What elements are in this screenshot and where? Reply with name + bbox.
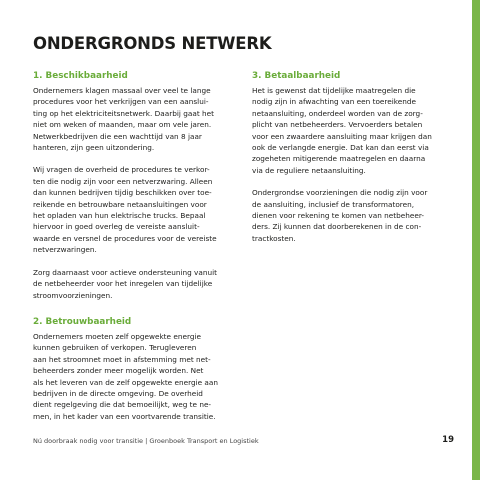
paragraph-beschikbaarheid-3 — [33, 267, 228, 301]
right-column — [252, 71, 447, 244]
text-line: de aansluiting, inclusief de transformatoren, — [252, 199, 415, 209]
page-edge-accent-bar — [472, 0, 480, 480]
text-line: men, in het kader van een voortvarende transitie. — [33, 411, 216, 421]
text-line: zogeheten mitigerende maatregelen en daarna — [252, 154, 426, 164]
text-line: nodig zijn in afwachting van een toereikende — [252, 97, 416, 107]
text-line: Zorg daarnaast voor actieve ondersteuning vanuit — [33, 267, 217, 277]
text-line: netaansluiting, onderdeel worden van de zorg- — [252, 108, 423, 118]
text-line: voor een zwaardere aansluiting maar krijgen dan — [252, 131, 432, 141]
text-line: ook de verlangde energie. Dat kan dan eerst via — [252, 143, 429, 153]
page-number: 19 — [442, 435, 454, 445]
page-title: ONDERGRONDS NETWERK — [33, 34, 272, 53]
text-line: Ondernemers klagen massaal over veel te lange — [33, 86, 211, 95]
text-line: hanteren, zijn geen uitzondering. — [33, 143, 155, 153]
paragraph-betaalbaarheid-1 — [252, 85, 447, 176]
text-line: de netbeheerder voor het inregelen van tijdelijke — [33, 279, 213, 289]
text-line: netverzwaringen. — [33, 245, 97, 255]
paragraph-beschikbaarheid-2 — [33, 164, 228, 255]
text-line: kunnen gebruiken of verkopen. Terugleveren — [33, 343, 197, 353]
text-line: Het is gewenst dat tijdelijke maatregelen die — [252, 86, 416, 95]
text-line: Ondernemers moeten zelf opgewekte energie — [33, 331, 201, 341]
section-heading-beschikbaarheid: 1. Beschikbaarheid — [33, 71, 128, 81]
text-line: beheerders zonder meer mogelijk worden. Net — [33, 366, 204, 376]
text-line: Ondergrondse voorzieningen die nodig zijn voor — [252, 188, 428, 198]
text-line: Netwerkbedrijven die een wachttijd van 8 jaar — [33, 131, 202, 141]
text-line: het opladen van hun elektrische trucks. Bepaal — [33, 211, 206, 221]
text-line: ting op het elektriciteitsnetwerk. Daarbij gaat het — [33, 108, 214, 118]
text-line: ten die nodig zijn voor een netverzwaring. Alleen — [33, 176, 213, 186]
text-line: als het leveren van de zelf opgewekte energie aan — [33, 377, 219, 387]
text-line: dienen voor rekening te komen van netbeheer- — [252, 211, 425, 221]
text-line: dan kunnen bedrijven tijdig beschikken over toe- — [33, 188, 212, 198]
text-line: bedrijven in de directe omgeving. De overheid — [33, 388, 203, 398]
section-heading-betaalbaarheid: 3. Betaalbaarheid — [252, 71, 341, 81]
text-line: niet om weken of maanden, maar om vele jaren. — [33, 120, 212, 130]
text-line: waarde en versnel de procedures voor de vereiste — [33, 233, 217, 243]
text-line: reikende en betrouwbare netaansluitingen voor — [33, 199, 207, 209]
text-line: tractkosten. — [252, 233, 296, 243]
text-line: plicht van netbeheerders. Vervoerders betalen — [252, 120, 423, 130]
paragraph-betaalbaarheid-2 — [252, 187, 447, 244]
section-heading-betrouwbaarheid: 2. Betrouwbaarheid — [33, 316, 132, 327]
text-line: via de reguliere netaansluiting. — [252, 165, 366, 175]
text-line: aan het stroomnet moet in afstemming met net- — [33, 354, 211, 364]
text-line: hiervoor in goed overleg de vereiste aansluit- — [33, 222, 200, 232]
paragraph-beschikbaarheid-1 — [33, 85, 228, 153]
text-line: procedures voor het verkrijgen van een aanslui- — [33, 97, 209, 107]
text-line: ders. Zij kunnen dat doorberekenen in de con- — [252, 222, 422, 232]
text-line: stroomvoorzieningen. — [33, 290, 113, 300]
paragraph-betrouwbaarheid-1 — [33, 331, 228, 422]
left-column — [33, 71, 228, 422]
text-line: dient regelgeving die dat bemoeilijkt, weg te ne- — [33, 400, 212, 410]
text-line: Wij vragen de overheid de procedures te verkor- — [33, 165, 210, 175]
page-footer: Nú doorbraak nodig voor transitie | Groenboek Transport en Logistiek — [33, 437, 259, 445]
